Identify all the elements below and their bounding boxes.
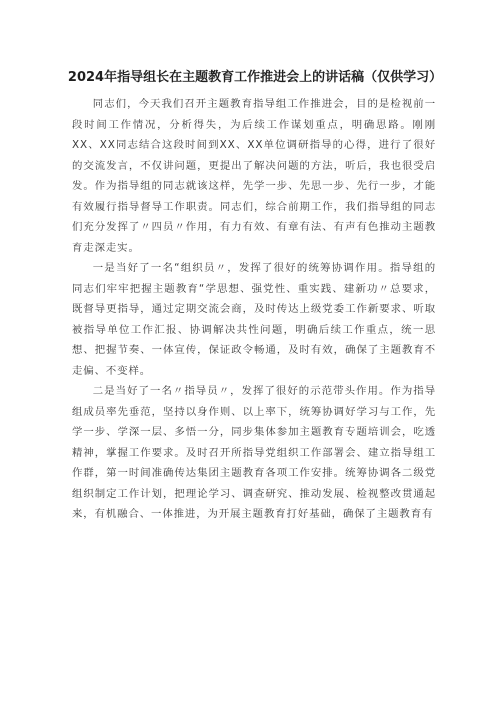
paragraph-3: 二是当好了一名〃指导员〃，发挥了很好的示范带头作用。作为指导组成员率先垂范，坚持以身作则、以上率下，统筹协调好学习与工作，先学一步、学深一层、多悟一分，同步集体参加主题教育专题培训会，吃透精神，掌握工作要求。及时召开所指导党组织工作部署会、建立指导组工作群，第一时间准确传达集团主题教育各项工作安排。统筹协调各二级党组织制定工作计划，把理论学习、调查研究、推动发展、检视整改贯通起来，有机融合、一体推进，为开展主题教育打好基础，确保了主题教育有 (72, 385, 436, 520)
paragraph-1: 同志们，今天我们召开主题教育指导组工作推进会，目的是检视前一段时间工作情况，分析得失，为后续工作谋划重点，明确思路。刚刚XX、XX同志结合这段时间到XX、XX单位调研指导的心得，进行了很好的交流发言，不仅讲问题，更提出了解决问题的方法，听后，我也很受启发。作为指导组的同志就该这样，先学一步、先思一步、先行一步，才能有效履行指导督导工作职责。同志们，综合前期工作，我们指导组的同志们充分发挥了〃四员〃作用，有力有效、有章有法、有声有色推动主题教育走深走实。 (72, 98, 436, 254)
document-body (72, 94, 436, 525)
document-title: 2024年指导组长在主题教育工作推进会上的讲话稿（仅供学习） (67, 70, 443, 85)
paragraph-2: 一是当好了一名“组织员〃，发挥了很好的统筹协调作用。指导组的同志们牢牢把握主题教育“学思想、强党性、重实践、建新功〃总要求，既督导更指导，通过定期交流会商，及时传达上级党委工作新要求、听取被指导单位工作汇报、协调解决共性问题，明确后续工作重点，统一思想、把握节奏、一体宣传，保证政令畅通，及时有效，确保了主题教育不走偏、不变样。 (72, 262, 436, 377)
